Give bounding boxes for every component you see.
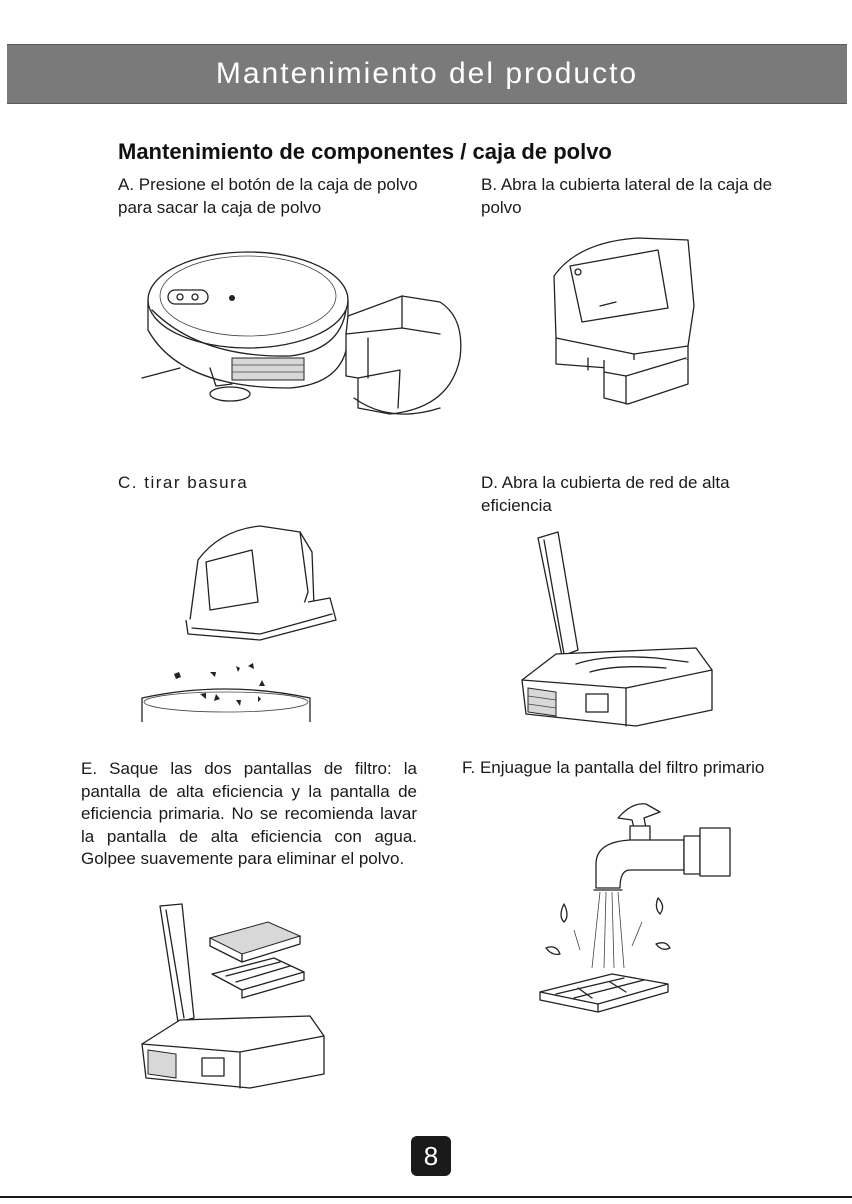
step-f-caption: F. Enjuague la pantalla del filtro primario [462,758,765,777]
bottom-divider [0,1196,852,1198]
emptying-dust-illustration [140,522,340,722]
header-band [7,44,847,104]
page-title: Mantenimiento del producto [215,57,639,90]
page-number-badge: 8 [411,1136,451,1176]
step-a-caption: A. Presione el botón de la caja de polvo para sacar la caja de polvo [118,175,418,217]
step-d-caption: D. Abra la cubierta de red de alta eficiencia [481,473,730,515]
tap-rinse-illustration [534,798,734,1028]
hepa-cover-illustration [516,530,722,730]
robot-vacuum-illustration [140,238,470,428]
filters-removed-illustration [140,902,330,1090]
step-b-caption: B. Abra la cubierta lateral de la caja de polvo [481,175,773,217]
dust-box-cover-illustration [548,236,698,408]
step-c-caption: C. tirar basura [118,473,249,492]
step-e-caption: E. Saque las dos pantallas de filtro: la pantalla de alta eficiencia y la pantalla de eficiencia primaria. No se recomienda lavar la pantalla de alta eficiencia con agua. Golpee suavemente para eliminar el polvo. [81,759,417,868]
section-title: Mantenimiento de componentes / caja de polvo [118,139,612,164]
